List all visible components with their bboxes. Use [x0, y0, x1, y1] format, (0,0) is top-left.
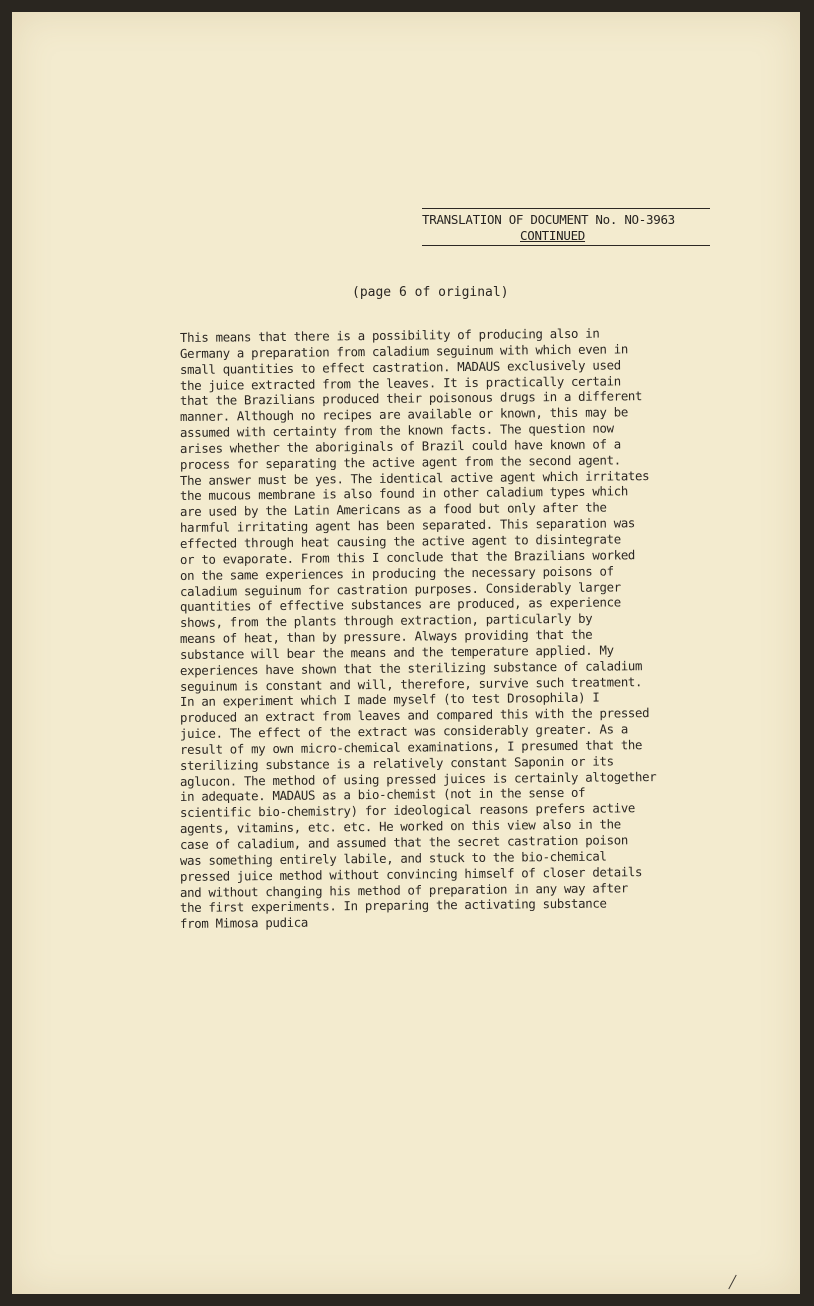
- body-line: from Mimosa pudica: [179, 914, 309, 932]
- body-line: harmful irritating agent has been separated. This separation was: [179, 515, 636, 536]
- body-line: that the Brazilians produced their poisonous drugs in a different: [179, 388, 643, 409]
- header-top-rule: [422, 208, 710, 209]
- body-line: in adequate. MADAUS as a bio-chemist (not in the sense of: [179, 785, 586, 805]
- page-reference: (page 6 of original): [352, 285, 509, 300]
- body-line: case of caladium, and assumed that the secret castration poison: [179, 832, 628, 852]
- body-line: This means that there is a possibility of producing also in: [179, 325, 600, 345]
- body-line: and without changing his method of preparation in any way after: [179, 879, 628, 900]
- body-line: or to evaporate. From this I conclude that the Brazilians worked: [179, 547, 636, 567]
- body-line: are used by the Latin Americans as a food but only after the: [179, 499, 607, 520]
- body-line: assumed with certainty from the known facts. The question now: [179, 420, 614, 441]
- body-line: In an experiment which I made myself (to test Drosophila) I: [179, 690, 600, 710]
- header-continued: CONTINUED: [520, 228, 586, 243]
- body-line: seguinum is constant and will, therefore, survive such treatment.: [179, 673, 643, 694]
- body-line: process for separating the active agent from the second agent.: [179, 452, 621, 472]
- body-line: manner. Although no recipes are available or known, this may be: [179, 404, 628, 425]
- body-line: produced an extract from leaves and compared this with the pressed: [179, 705, 650, 726]
- body-line: aglucon. The method of using pressed juices is certainly altogether: [179, 768, 657, 789]
- body-line: experiences have shown that the sterilizing substance of caladium: [179, 657, 643, 678]
- pencil-mark: [728, 1275, 736, 1290]
- body-line: substance will bear the means and the temperature applied. My: [179, 642, 614, 662]
- body-line: the first experiments. In preparing the activating substance: [179, 895, 607, 916]
- body-line: quantities of effective substances are produced, as experience: [179, 594, 621, 615]
- body-line: shows, from the plants through extraction, particularly by: [179, 610, 593, 631]
- body-line: Germany a preparation from caladium seguinum with which even in: [179, 341, 628, 361]
- body-line: The answer must be yes. The identical active agent which irritates: [179, 467, 650, 488]
- body-line: sterilizing substance is a relatively constant Saponin or its: [179, 753, 614, 773]
- header-bottom-rule: [422, 245, 710, 246]
- body-line: on the same experiences in producing the necessary poisons of: [179, 563, 614, 583]
- body-line: means of heat, than by pressure. Always providing that the: [179, 626, 593, 647]
- body-line: arises whether the aboriginals of Brazil could have known of a: [179, 436, 621, 456]
- body-line: juice. The effect of the extract was considerably greater. As a: [179, 721, 628, 742]
- body-line: result of my own micro-chemical examinations, I presumed that the: [179, 737, 643, 757]
- body-line: small quantities to effect castration. MADAUS exclusively used: [179, 357, 621, 377]
- body-line: effected through heat causing the active agent to disintegrate: [179, 531, 621, 551]
- document-page: [12, 12, 800, 1294]
- body-line: caladium seguinum for castration purposes. Considerably larger: [179, 578, 621, 599]
- body-line: agents, vitamins, etc. etc. He worked on this view also in the: [179, 816, 621, 837]
- body-line: pressed juice method without convincing himself of closer details: [179, 863, 643, 884]
- document-header: [422, 208, 712, 246]
- body-line: the juice extracted from the leaves. It is practically certain: [179, 372, 621, 393]
- body-line: scientific bio-chemistry) for ideological reasons prefers active: [179, 800, 636, 821]
- header-title: TRANSLATION OF DOCUMENT No. NO-3963: [422, 212, 675, 227]
- body-line: was something entirely labile, and stuck to the bio-chemical: [179, 848, 607, 868]
- body-line: the mucous membrane is also found in other caladium types which: [179, 483, 628, 504]
- body-text: [179, 325, 750, 932]
